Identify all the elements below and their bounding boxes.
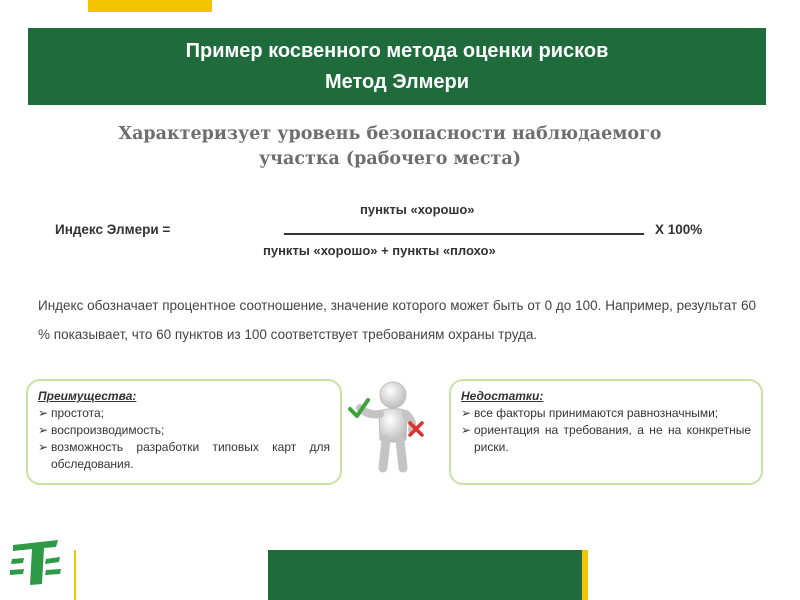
person-figure-icon (346, 378, 430, 474)
formula-label: Индекс Элмери = (55, 222, 171, 237)
top-accent-bar (88, 0, 212, 12)
disadvantages-list (461, 405, 751, 456)
arrow-bullet-icon: ➢ (38, 406, 49, 420)
subtitle-line-1: Характеризует уровень безопасности наблюдаемого (118, 124, 662, 144)
title-bar (28, 28, 766, 105)
subtitle-line-2: участка (рабочего места) (258, 149, 521, 169)
subtitle (60, 122, 720, 172)
arrow-bullet-icon: ➢ (38, 440, 49, 454)
formula-numerator: пункты «хорошо» (360, 202, 475, 217)
advantages-title: Преимущества: (38, 389, 137, 403)
list-item: ➢ простота; (38, 406, 104, 420)
bottom-bar (268, 550, 588, 600)
disadvantages-title: Недостатки: (461, 389, 544, 403)
brand-logo-icon (10, 537, 62, 587)
formula-denominator: пункты «хорошо» + пункты «плохо» (263, 243, 496, 258)
logo-divider (74, 550, 76, 600)
list-item: ➢ воспроизводимость; (38, 423, 165, 437)
fraction-line (284, 233, 644, 235)
disadvantages-box (449, 379, 763, 485)
list-item: ➢ возможность разработки типовых карт для обследования. (38, 440, 330, 471)
description-text: Индекс обозначает процентное соотношение, значение которого может быть от 0 до 100. Например, результат 60 % показывает, что 60 пунктов из 100 соответствует требованиям охраны труда. (38, 298, 756, 342)
advantages-box (26, 379, 342, 485)
slide-title-method: Метод Элмери (324, 70, 470, 93)
advantages-list (38, 405, 330, 473)
list-item: ➢ все факторы принимаются равнозначными; (461, 406, 719, 420)
formula-multiplier: X 100% (655, 222, 703, 237)
list-item: ➢ ориентация на требования, а не на конкретные риски. (461, 423, 751, 454)
arrow-bullet-icon: ➢ (461, 423, 472, 437)
arrow-bullet-icon: ➢ (38, 423, 49, 437)
slide-title: Пример косвенного метода оценки рисков (185, 39, 609, 62)
arrow-bullet-icon: ➢ (461, 406, 472, 420)
